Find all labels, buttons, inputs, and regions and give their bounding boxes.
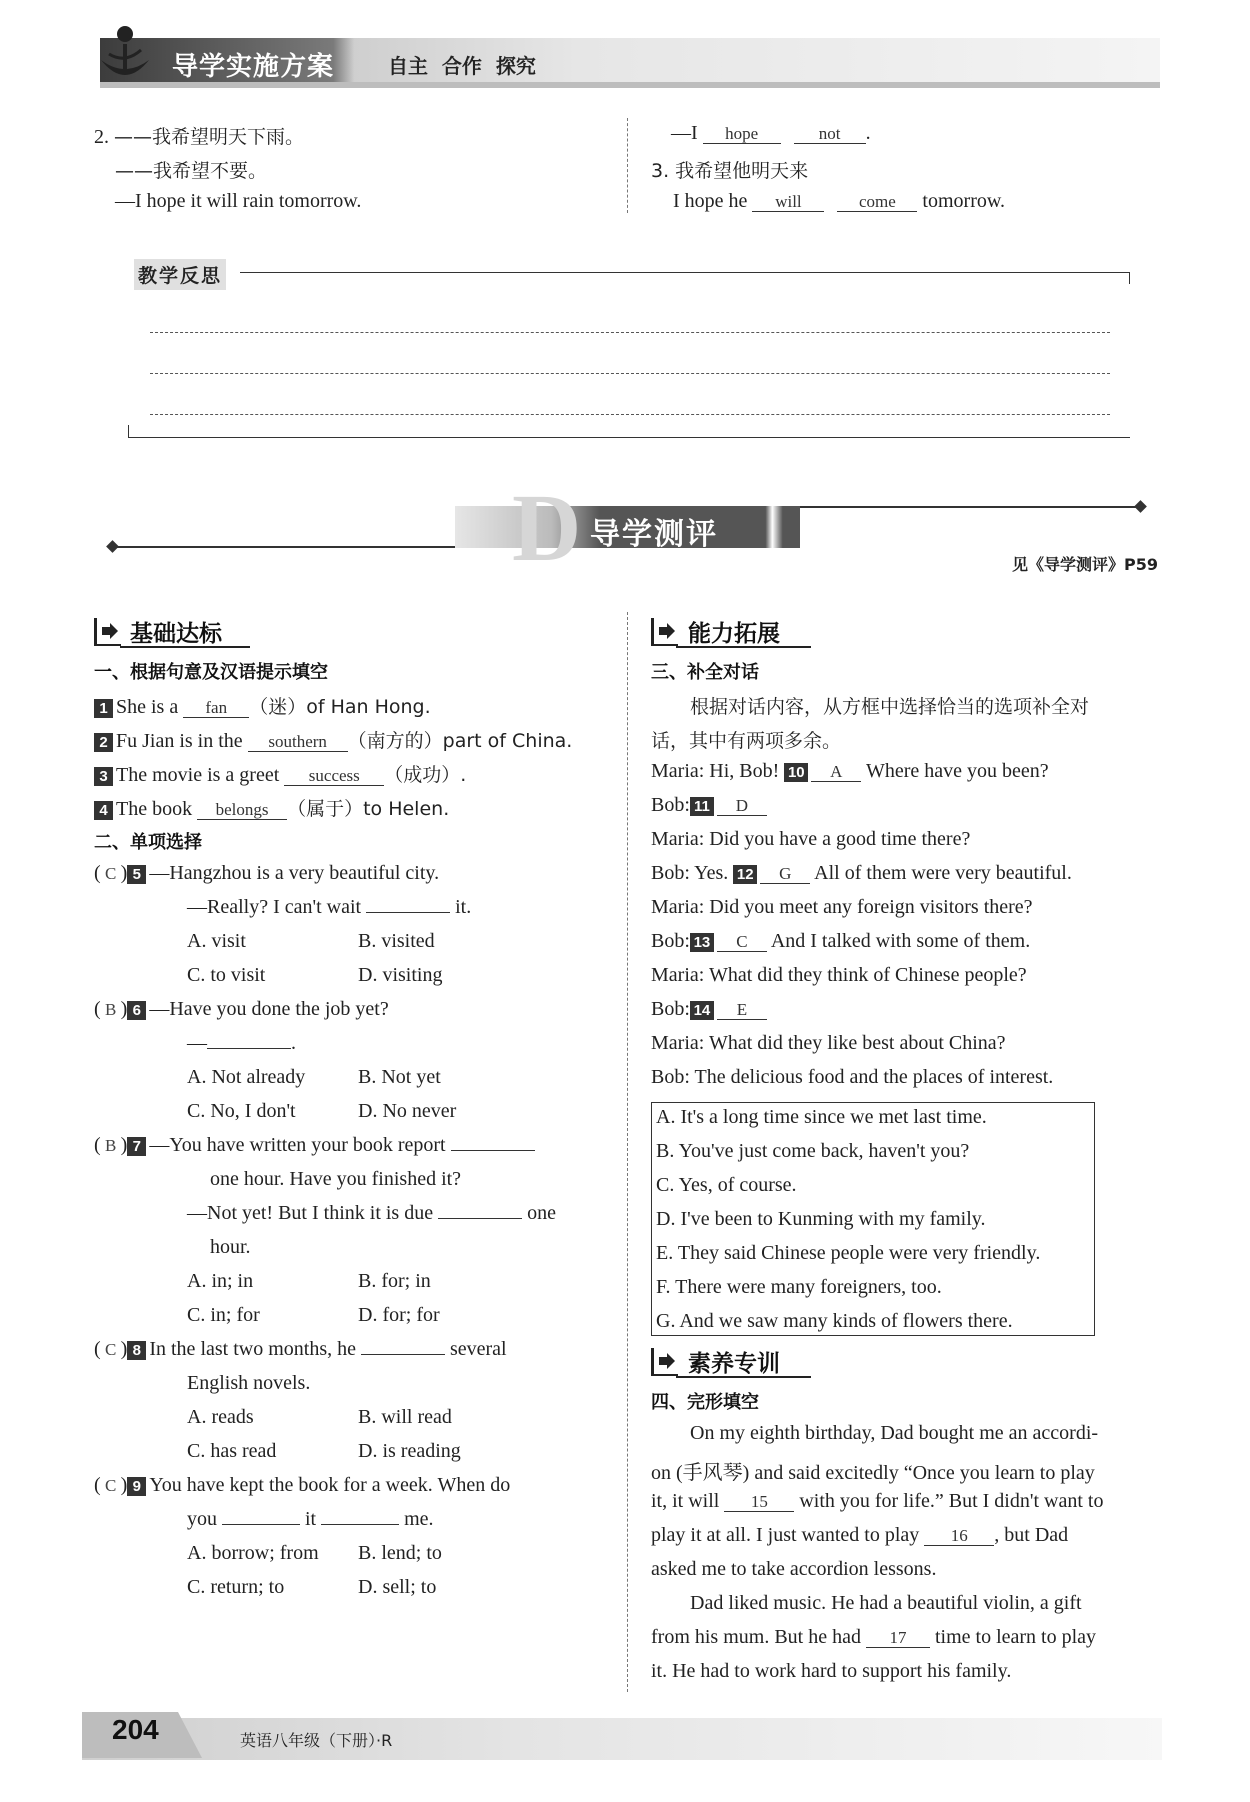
q7-line2: one hour. Have you finished it? [210,1168,462,1190]
reflection-bottom-rule [128,437,1130,438]
reflection-label: 教学反思 [134,259,226,290]
passage-line-6: Dad liked music. He had a beautiful violin, a gift [690,1592,1082,1614]
banner-title: 导学测评 [590,517,718,552]
answer-hope: hope [703,125,781,144]
q8-option-d: D. is reading [358,1440,461,1462]
reflection-bottom-rule-start [128,425,129,437]
passage-line-5: asked me to take accordion lessons. [651,1558,937,1580]
part4-title: 四、完形填空 [651,1392,759,1413]
banner-left-dot [106,540,119,553]
heading-ability: 能力拓展 [688,621,780,647]
heading-literacy: 素养专训 [688,1351,780,1377]
reflection-top-rule [240,272,1130,273]
top-q2-reply: —I hope not . [671,122,871,144]
q7-row: ( B ) 7 —You have written your book report [94,1134,535,1157]
q9-option-b: B. lend; to [358,1542,442,1564]
dialog-line-3: Maria: Did you have a good time there? [651,828,971,850]
q9-line2: you it me. [187,1508,434,1530]
q7-line4: hour. [210,1236,251,1258]
header-tags: 自主 合作 探究 [388,54,536,78]
dialog-line-8: Bob: 14 E [651,998,767,1021]
reflection-line-1 [150,332,1110,333]
header-title: 导学实施方案 [172,52,335,82]
q5-option-a: A. visit [187,930,246,952]
q1-row: 1 She is a fan （迷）of Han Hong. [94,692,431,719]
heading-ability-underline [676,646,811,648]
q5-option-c: C. to visit [187,964,266,986]
q6-option-a: A. Not already [187,1066,306,1088]
dialog-line-1: Maria: Hi, Bob! 10 A Where have you been? [651,760,1049,782]
top-q3-label: 3. 我希望他明天来 [651,160,809,182]
q7-option-c: C. in; for [187,1304,260,1326]
q7-option-a: A. in; in [187,1270,254,1292]
q3-row: 3 The movie is a greet success （成功）. [94,760,466,787]
q6-row: ( B ) 6 —Have you done the job yet? [94,998,389,1020]
q7-line3: —Not yet! But I think it is due one [187,1202,556,1224]
footer-book: 英语八年级（下册）·R [240,1731,393,1750]
option-a: A. It's a long time since we met last time. [656,1106,987,1128]
dialog-line-6: Bob: 13 C And I talked with some of them. [651,930,1031,952]
q8-option-a: A. reads [187,1406,254,1428]
reflection-line-3 [150,414,1110,415]
dialog-line-4: Bob: Yes. 12 G All of them were very beautiful. [651,862,1072,884]
banner-ref: 见《导学测评》P59 [1012,555,1158,574]
q9-option-a: A. borrow; from [187,1542,319,1564]
banner-right-rule [800,506,1140,508]
q5-option-b: B. visited [358,930,435,952]
part1-title: 一、根据句意及汉语提示填空 [94,662,328,683]
heading-ability-icon [651,618,678,646]
heading-basic: 基础达标 [130,621,222,647]
dialog-line-7: Maria: What did they think of Chinese people? [651,964,1027,986]
passage-line-3: it, it will 15 with you for life.” But I didn't want to [651,1490,1104,1512]
heading-basic-underline [120,646,250,648]
option-d: D. I've been to Kunming with my family. [656,1208,986,1230]
banner-left-rule [112,546,512,548]
q9-row: ( C ) 9 You have kept the book for a week. When do [94,1474,511,1496]
part3-instruction-2: 话，其中有两项多余。 [651,730,842,752]
top-q3-line: I hope he will come tomorrow. [673,190,1005,212]
q6-line2: — . [187,1032,296,1054]
q5-row: ( C ) 5 —Hangzhou is a very beautiful city. [94,862,440,884]
part3-title: 三、补全对话 [651,662,759,683]
top-q2-line1: 2. ——我希望明天下雨。 [94,126,305,148]
dialog-line-9: Maria: What did they like best about China? [651,1032,1006,1054]
option-b: B. You've just come back, haven't you? [656,1140,970,1162]
passage-line-2: on (手风琴) and said excitedly “Once you learn to play [651,1462,1095,1484]
top-q2-line3: —I hope it will rain tomorrow. [115,190,362,212]
passage-line-1: On my eighth birthday, Dad bought me an accordi- [690,1422,1099,1444]
dialog-line-5: Maria: Did you meet any foreign visitors there? [651,896,1033,918]
answer-will: will [752,193,824,212]
dialog-line-10: Bob: The delicious food and the places of interest. [651,1066,1054,1088]
heading-basic-icon [94,618,121,646]
q6-option-d: D. No never [358,1100,457,1122]
passage-line-8: it. He had to work hard to support his family. [651,1660,1012,1682]
q6-option-c: C. No, I don't [187,1100,296,1122]
q8-option-b: B. will read [358,1406,452,1428]
option-f: F. There were many foreigners, too. [656,1276,942,1298]
reflection-line-2 [150,373,1110,374]
answer-come: come [837,193,917,212]
q5-line2: —Really? I can't wait it. [187,896,472,918]
q5-option-d: D. visiting [358,964,443,986]
q8-row: ( C ) 8 In the last two months, he several [94,1338,507,1360]
column-divider-top [627,118,628,213]
q4-row: 4 The book belongs （属于）to Helen. [94,794,449,821]
option-c: C. Yes, of course. [656,1174,797,1196]
reflection-top-rule-end [1129,272,1130,284]
option-e: E. They said Chinese people were very friendly. [656,1242,1041,1264]
q2-row: 2 Fu Jian is in the southern （南方的）part of China. [94,726,572,753]
q8-line2: English novels. [187,1372,311,1394]
passage-line-7: from his mum. But he had 17 time to learn to play [651,1626,1097,1648]
page-number: 204 [112,1714,159,1745]
heading-literacy-icon [651,1348,678,1376]
q9-option-d: D. sell; to [358,1576,437,1598]
passage-line-4: play it at all. I just wanted to play 16 , but Dad [651,1524,1069,1546]
dialog-line-2: Bob: 11 D [651,794,767,817]
part2-title: 二、单项选择 [94,832,202,853]
option-g: G. And we saw many kinds of flowers there. [656,1310,1013,1332]
top-q2-line2: ——我希望不要。 [115,160,268,182]
banner-right-dot [1134,500,1147,513]
q6-option-b: B. Not yet [358,1066,441,1088]
q9-option-c: C. return; to [187,1576,285,1598]
column-divider [627,612,628,1692]
banner-letter: D [512,474,582,581]
q7-option-b: B. for; in [358,1270,431,1292]
q8-option-c: C. has read [187,1440,277,1462]
answer-not: not [794,125,866,144]
q7-option-d: D. for; for [358,1304,440,1326]
heading-literacy-underline [676,1376,811,1378]
part3-instruction-1: 根据对话内容，从方框中选择恰当的选项补全对 [690,696,1090,718]
logo-icon [95,20,155,84]
